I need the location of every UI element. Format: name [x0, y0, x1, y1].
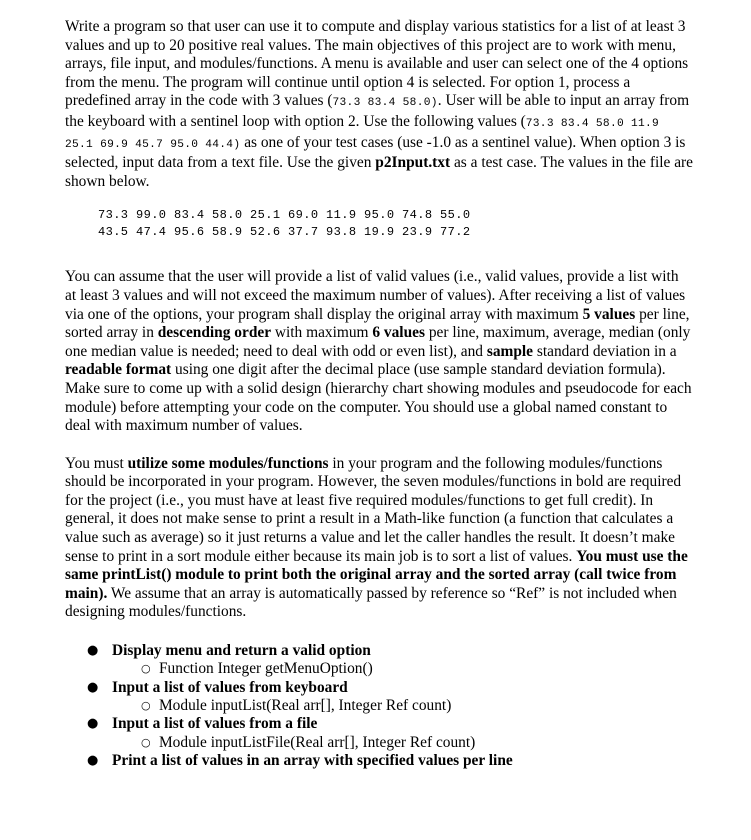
circle-bullet-icon: ○ [141, 662, 151, 676]
bullet-icon: ● [87, 752, 99, 768]
module-title: Input a list of values from a file [112, 715, 318, 733]
intro-paragraph [65, 18, 693, 191]
predefined-array-values: 73.3 83.4 58.0) [332, 97, 438, 110]
module-signature: Module inputList(Real arr[], Integer Ref count) [159, 696, 452, 714]
module-title: Input a list of values from keyboard [112, 678, 348, 696]
module-signature: Function Integer getMenuOption() [159, 660, 373, 678]
bullet-icon: ● [87, 679, 99, 695]
req-bold-1: 5 values [582, 305, 636, 323]
module-signature-item [87, 734, 693, 752]
req-text-5: standard deviation in a [533, 342, 677, 360]
req-bold-4: sample [486, 342, 534, 360]
intro-text-1: Write a program so that user can use it to compute and display various statistics for a list of at least 3 values and up to 20 positive real values. The main objectives of this project are to work with menu, arrays, file input, and modules/functions. A menu is available and user can select one of the 4 options from the menu. The program will continue until option 4 is selected. For option 1, process a predefined array in the code with 3 values ( [65, 18, 689, 110]
module-title: Display menu and return a valid option [112, 642, 371, 660]
module-list-item [87, 679, 693, 697]
bullet-icon: ● [87, 643, 99, 659]
input-file-name: p2Input.txt [375, 154, 451, 172]
mod-text-1: You must [65, 454, 128, 472]
module-list-item [87, 752, 693, 770]
intro-text-2: . User will be able to input an array from the keyboard with a sentinel loop with option 2. Use the following values ( [65, 92, 690, 130]
file-values-line-2: 43.5 47.4 95.6 58.9 52.6 37.7 93.8 19.9 23.9 77.2 [98, 225, 471, 240]
intro-text-3: as one of your test cases (use -1.0 as a sentinel value). When option 3 is selected, input data from a text file. Use the given [65, 133, 686, 172]
module-signature-item [87, 660, 693, 678]
circle-bullet-icon: ○ [141, 735, 151, 749]
mod-bold-1: utilize some modules/functions [127, 454, 329, 472]
mod-bold-2: You must use the same printList() module to print both the original array and the sorted array (call twice from main). [65, 547, 688, 602]
requirements-paragraph [65, 268, 693, 435]
module-signature-item [87, 697, 693, 715]
assignment-document [65, 18, 693, 770]
file-values-line-1: 73.3 99.0 83.4 58.0 25.1 69.0 11.9 95.0 74.8 55.0 [98, 208, 471, 223]
module-list-item [87, 715, 693, 733]
module-title: Print a list of values in an array with specified values per line [112, 751, 513, 769]
mod-text-3: We assume that an array is automatically passed by reference so “Ref” is not included when designing modules/functions. [65, 584, 677, 621]
modules-paragraph [65, 455, 693, 622]
module-list [87, 642, 693, 770]
circle-bullet-icon: ○ [141, 698, 151, 712]
req-text-3: with maximum [271, 324, 373, 342]
bullet-icon: ● [87, 716, 99, 732]
module-list-item [87, 642, 693, 660]
req-bold-5: readable format [65, 361, 172, 379]
req-text-2: per line, sorted array in [65, 305, 690, 342]
module-signature: Module inputListFile(Real arr[], Integer Ref count) [159, 733, 476, 751]
file-values-block [98, 207, 693, 241]
mod-text-2: in your program and the following modules/functions should be incorporated in your program. However, the seven modules/functions in bold are required for the project (i.e., you must have at least five required modules/functions to get full credit). In general, it does not make sense to print a result in a Math-like function (a function that calculates a value such as average) so it just returns a value and let the caller handles the result. It doesn’t make sense to print in a sort module either because its main job is to sort a list of values. [65, 454, 682, 565]
req-bold-3: 6 values [372, 324, 425, 342]
intro-text-4: as a test case. The values in the file are shown below. [65, 154, 693, 190]
req-text-4: per line, maximum, average, median (only one median value is needed; need to deal with odd or even list), and [65, 324, 691, 360]
test-case-values: 73.3 83.4 58.0 11.9 25.1 69.9 45.7 95.0 44.4) [65, 117, 660, 151]
req-text-1: You can assume that the user will provide a list of valid values (i.e., valid values, provide a list with at least 3 values and will not exceed the maximum number of values). After receiving a list of values via one of the options, your program shall display the original array with maximum [65, 268, 686, 323]
req-text-6: using one digit after the decimal place (use sample standard deviation formula). Make sure to come up with a solid design (hierarchy chart showing modules and pseudocode for each module) before attempting your code on the computer. You should use a global named constant to deal with maximum number of values. [65, 361, 692, 435]
req-bold-2: descending order [157, 324, 272, 342]
